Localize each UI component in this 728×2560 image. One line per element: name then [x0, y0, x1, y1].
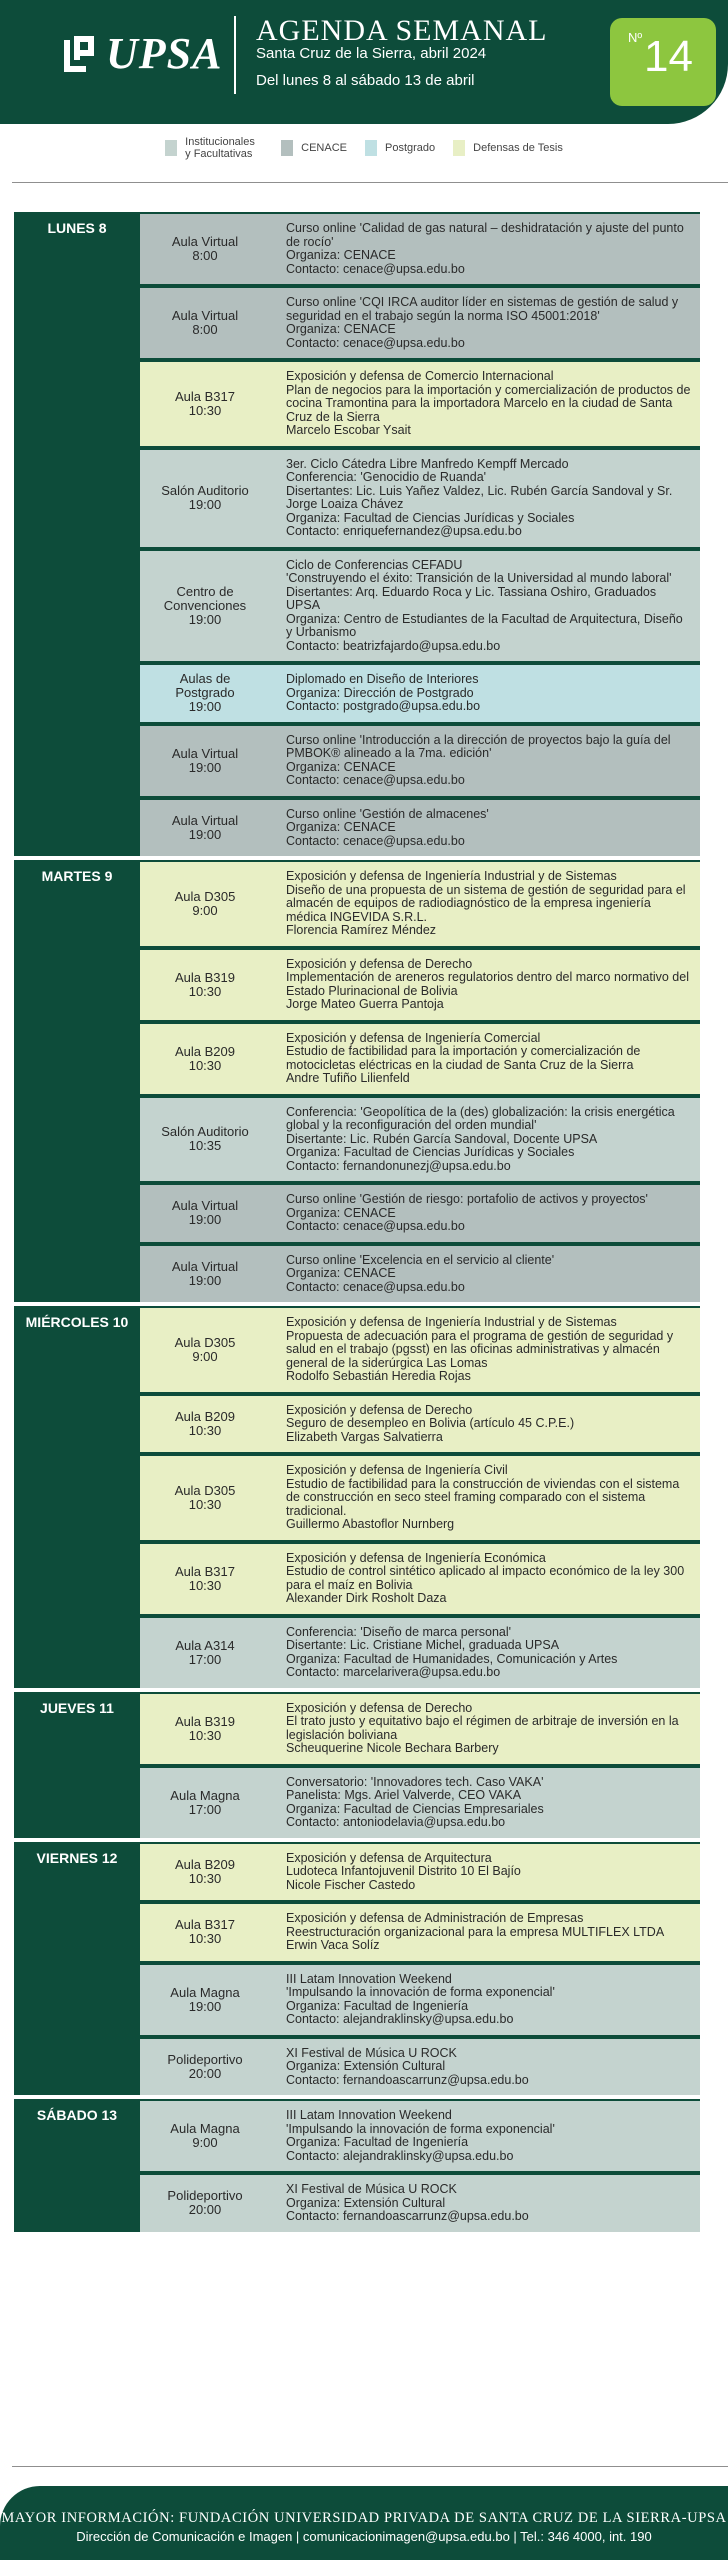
event-row	[140, 450, 700, 547]
event-row	[140, 1965, 700, 2035]
event-place-line: Aula B317	[175, 1917, 235, 1933]
event-line: Organiza: Facultad de Ciencias Jurídicas y Sociales	[286, 1145, 575, 1159]
event-place	[140, 800, 270, 857]
event-line: Contacto: alejandraklinsky@upsa.edu.bo	[286, 2148, 514, 2163]
event-row	[140, 950, 700, 1020]
event-row	[140, 1024, 700, 1094]
event-place-line: 17:00	[188, 1651, 222, 1667]
event-line: Contacto: fernandonunezj@upsa.edu.bo	[286, 1158, 511, 1173]
event-place-line: 10:30	[188, 983, 222, 999]
event-place-line: Aula Magna	[170, 2121, 240, 2136]
event-line: Disertantes: Arq. Eduardo Roca y Lic. Tassiana Oshiro, Graduados UPSA	[286, 584, 657, 612]
event-place-line: 19:00	[188, 1272, 222, 1288]
event-place	[140, 1844, 270, 1901]
event-line: 'Impulsando la innovación de forma exponencial'	[286, 1985, 555, 1999]
event-place-line: Aula Virtual	[171, 1198, 239, 1214]
legend-swatch	[365, 140, 377, 156]
event-line: Curso online 'Excelencia en el servicio al cliente'	[286, 1252, 555, 1267]
event-place-line: 19:00	[188, 611, 222, 627]
event-row	[140, 1396, 700, 1453]
event-line: Contacto: postgrado@upsa.edu.bo	[286, 699, 481, 713]
legend-label: Defensas de Tesis	[473, 142, 563, 154]
event-place-line: 10:30	[188, 1422, 222, 1438]
event-line: Contacto: beatrizfajardo@upsa.edu.bo	[286, 638, 501, 653]
event-line: 'Construyendo el éxito: Transición de la Universidad al mundo laboral'	[286, 571, 672, 585]
event-place-line: 10:30	[188, 1057, 222, 1073]
event-line: Contacto: cenace@upsa.edu.bo	[286, 773, 465, 787]
event-description	[270, 1308, 700, 1392]
event-place-line: 8:00	[192, 322, 218, 337]
header-banner	[0, 0, 728, 124]
event-line: Contacto: cenace@upsa.edu.bo	[286, 261, 465, 276]
event-place-line: 10:35	[188, 1138, 222, 1154]
event-line: Rodolfo Sebastián Heredia Rojas	[286, 1369, 471, 1383]
day-block	[14, 860, 700, 1302]
event-place-line: 9:00	[192, 2135, 218, 2150]
event-line: Estudio de factibilidad para la importación y comercialización de motocicletas eléctricas en la ciudad de Santa Cruz de la Sierra	[286, 1044, 641, 1072]
event-line: Marcelo Escobar Ysait	[286, 423, 411, 437]
event-line: Curso online 'Gestión de almacenes'	[286, 806, 489, 821]
event-description	[270, 1185, 700, 1242]
day-block	[14, 1842, 700, 2096]
event-place	[140, 1965, 270, 2035]
event-description	[270, 1965, 700, 2035]
event-place	[140, 2039, 270, 2096]
event-place-line: Aulas de	[179, 671, 231, 687]
event-description	[270, 1456, 700, 1540]
event-row	[140, 862, 700, 946]
event-place-line: 19:00	[188, 1212, 222, 1228]
event-row	[140, 2175, 700, 2232]
day-block	[14, 212, 700, 856]
event-place-line: Aula Virtual	[171, 308, 239, 323]
event-line: Erwin Vaca Solíz	[286, 1938, 380, 1952]
event-place	[140, 288, 270, 358]
event-place	[140, 1185, 270, 1242]
event-place-line: 10:30	[188, 1870, 222, 1886]
event-place	[140, 362, 270, 446]
event-description	[270, 1024, 700, 1094]
event-line: 3er. Ciclo Cátedra Libre Manfredo Kempff Mercado	[286, 456, 569, 471]
day-label: LUNES 8	[47, 220, 107, 236]
event-place-line: 19:00	[188, 759, 222, 775]
top-divider	[12, 182, 728, 183]
event-line: Curso online 'Introducción a la dirección de proyectos bajo la guía del PMBOK® alineado a la 7ma. edición'	[286, 732, 671, 760]
event-line: Diseño de una propuesta de un sistema de gestión de seguridad para el almacén de equipos de radiodiagnóstico de la empresa ingeniería médica INGEVIDA S.R.L.	[286, 882, 686, 924]
event-place-line: 8:00	[192, 248, 218, 263]
event-description	[270, 2101, 700, 2171]
event-line: Contacto: cenace@upsa.edu.bo	[286, 1219, 465, 1233]
event-place-line: Aula B319	[175, 969, 235, 985]
event-line: Conferencia: 'Genocidio de Ruanda'	[286, 470, 487, 484]
event-row	[140, 1768, 700, 1838]
event-place-line: 19:00	[188, 1998, 222, 2014]
event-description	[270, 2175, 700, 2232]
event-place	[140, 2175, 270, 2232]
event-line: Curso online 'Gestión de riesgo: portafolio de activos y proyectos'	[286, 1192, 648, 1206]
event-line: Alexander Dirk Rosholt Daza	[286, 1591, 447, 1605]
event-description	[270, 800, 700, 857]
legend-label: Postgrado	[385, 142, 436, 154]
event-line: Estudio de control sintético aplicado al impacto económico de la ley 300 para el maíz en Bolivia	[286, 1564, 685, 1592]
event-description	[270, 1904, 700, 1961]
event-place-line: Aula A314	[175, 1637, 235, 1653]
event-description	[270, 1694, 700, 1764]
event-line: Estudio de factibilidad para la construcción de viviendas con el sistema de construcción en seco steel framing comparado con el sistema tradicional.	[286, 1476, 680, 1518]
event-place-line: Aula D305	[174, 1482, 236, 1498]
day-label: VIERNES 12	[36, 1849, 118, 1866]
event-place-line: 19:00	[188, 699, 222, 715]
event-place-line: 19:00	[188, 497, 222, 512]
event-place-line: Aula B209	[175, 1043, 235, 1059]
event-line: Jorge Mateo Guerra Pantoja	[286, 997, 444, 1011]
event-line: Implementación de areneros regulatorios dentro del marco normativo del Estado Plurinacional de Bolivia	[286, 970, 689, 998]
event-line: Exposición y defensa de Ingeniería Económica	[286, 1550, 546, 1565]
event-place	[140, 551, 270, 662]
event-line: Disertante: Lic. Rubén García Sandoval, Docente UPSA	[286, 1131, 598, 1146]
event-line: Scheuquerine Nicole Bechara Barbery	[286, 1741, 499, 1755]
event-line: Curso online 'Calidad de gas natural – deshidratación y ajuste del punto de rocío'	[286, 221, 684, 249]
event-line: Disertantes: Lic. Luis Yañez Valdez, Lic. Rubén García Sandoval y Sr. Jorge Loaiza Chávez	[286, 483, 673, 511]
issue-number: 14	[644, 32, 693, 81]
page-title: AGENDA SEMANAL	[256, 14, 548, 47]
event-line: Organiza: CENACE	[286, 759, 396, 774]
event-row	[140, 1694, 700, 1764]
event-description	[270, 726, 700, 796]
event-line: Organiza: Facultad de Humanidades, Comunicación y Artes	[286, 1651, 618, 1666]
event-line: Contacto: fernandoascarrunz@upsa.edu.bo	[286, 2209, 529, 2223]
event-place	[140, 1694, 270, 1764]
event-place-line: 20:00	[188, 2065, 222, 2081]
event-line: Exposición y defensa de Derecho	[286, 956, 473, 971]
header-divider	[234, 16, 236, 94]
event-row	[140, 362, 700, 446]
event-description	[270, 2039, 700, 2096]
event-place-line: Postgrado	[175, 685, 235, 701]
event-place	[140, 862, 270, 946]
event-place-line: Aula Virtual	[171, 234, 239, 249]
day-block	[14, 1692, 700, 1838]
event-line: Ludoteca Infantojuvenil Distrito 10 El Bajío	[286, 1864, 521, 1878]
event-place-line: Aula B317	[175, 388, 235, 404]
event-line: Reestructuración organizacional para la empresa MULTIFLEX LTDA	[286, 1924, 665, 1939]
legend-label: Institucionales y Facultativas	[185, 136, 255, 160]
issue-badge	[610, 18, 716, 106]
event-line: El trato justo y equitativo bajo el régimen de arbitraje de inversión en la legislación boliviana	[286, 1714, 679, 1742]
legend-label: CENACE	[301, 142, 347, 154]
event-row	[140, 2101, 700, 2171]
event-description	[270, 214, 700, 284]
event-line: Organiza: Facultad de Ciencias Jurídicas y Sociales	[286, 510, 575, 525]
event-row	[140, 1246, 700, 1303]
event-line: Plan de negocios para la importación y comercialización de productos de cocina Tramontina para la importadora Marcelo en la ciudad de Santa Cruz de la Sierra	[286, 382, 691, 424]
event-line: Organiza: Facultad de Ingeniería	[286, 1998, 469, 2013]
event-place-line: Aula D305	[174, 888, 236, 904]
event-line: Disertante: Lic. Cristiane Michel, graduada UPSA	[286, 1638, 560, 1652]
event-description	[270, 1544, 700, 1614]
event-line: Nicole Fischer Castedo	[286, 1877, 416, 1892]
event-line: Exposición y defensa de Comercio Internacional	[286, 369, 554, 383]
event-description	[270, 1768, 700, 1838]
date-range: Del lunes 8 al sábado 13 de abril	[256, 72, 475, 89]
event-place	[140, 214, 270, 284]
event-row	[140, 665, 700, 722]
event-place-line: Aula Virtual	[171, 812, 239, 828]
event-row	[140, 1456, 700, 1540]
event-line: Exposición y defensa de Derecho	[286, 1700, 473, 1715]
event-place-line: 10:30	[188, 1496, 222, 1512]
event-place-line: 9:00	[192, 1348, 218, 1364]
event-line: Exposición y defensa de Ingeniería Comercial	[286, 1030, 541, 1045]
event-row	[140, 1618, 700, 1688]
event-description	[270, 950, 700, 1020]
event-place	[140, 950, 270, 1020]
legend-swatch	[281, 140, 293, 156]
event-place-line: Aula Magna	[170, 1787, 240, 1803]
event-line: Ciclo de Conferencias CEFADU	[286, 557, 463, 572]
event-list	[140, 212, 700, 856]
event-description	[270, 551, 700, 662]
legend-item	[281, 136, 347, 160]
event-line: Organiza: Extensión Cultural	[286, 2059, 446, 2073]
event-description	[270, 1618, 700, 1688]
event-line: Contacto: cenace@upsa.edu.bo	[286, 1279, 465, 1294]
event-place-line: 17:00	[188, 1801, 222, 1817]
event-place	[140, 1024, 270, 1094]
footer-contact: Dirección de Comunicación e Imagen | comunicacionimagen@upsa.edu.bo | Tel.: 346 4000, int. 190	[76, 2529, 652, 2544]
day-label: JUEVES 11	[40, 1699, 114, 1716]
event-place	[140, 1544, 270, 1614]
event-place-line: Salón Auditorio	[161, 483, 249, 498]
event-description	[270, 288, 700, 358]
event-line: Contacto: alejandraklinsky@upsa.edu.bo	[286, 2012, 514, 2026]
event-line: Organiza: Extensión Cultural	[286, 2195, 446, 2210]
event-place-line: Aula Virtual	[171, 745, 239, 761]
event-line: Organiza: Facultad de Ingeniería	[286, 2135, 469, 2149]
event-list	[140, 2099, 700, 2232]
event-place	[140, 1904, 270, 1961]
event-line: XI Festival de Música U ROCK	[286, 2182, 457, 2196]
event-row	[140, 214, 700, 284]
event-place	[140, 726, 270, 796]
event-place-line: 10:30	[188, 402, 222, 418]
event-line: Contacto: cenace@upsa.edu.bo	[286, 335, 465, 350]
event-place-line: Salón Auditorio	[161, 1124, 249, 1140]
event-place-line: Aula D305	[174, 1334, 236, 1350]
event-line: Conversatorio: 'Innovadores tech. Caso VAKA'	[286, 1774, 544, 1789]
event-place-line: 10:30	[188, 1577, 222, 1593]
event-line: Exposición y defensa de Administración de Empresas	[286, 1911, 584, 1925]
event-line: Contacto: antoniodelavia@upsa.edu.bo	[286, 1815, 506, 1829]
event-line: Organiza: CENACE	[286, 820, 396, 834]
event-place	[140, 665, 270, 722]
event-place	[140, 450, 270, 547]
legend-swatch	[453, 140, 465, 156]
event-line: 'Impulsando la innovación de forma exponencial'	[286, 2121, 555, 2136]
event-place-line: Aula B209	[175, 1856, 235, 1872]
event-line: Organiza: CENACE	[286, 1205, 396, 1220]
day-label: SÁBADO 13	[36, 2107, 118, 2123]
event-line: XI Festival de Música U ROCK	[286, 2045, 457, 2060]
day-block	[14, 1306, 700, 1688]
event-description	[270, 1098, 700, 1182]
legend-item	[165, 136, 263, 160]
event-place-line: Centro de	[176, 583, 234, 599]
event-list	[140, 1842, 700, 2096]
event-place	[140, 1098, 270, 1182]
event-place	[140, 1618, 270, 1688]
event-line: Contacto: enriquefernandez@upsa.edu.bo	[286, 524, 522, 538]
event-row	[140, 288, 700, 358]
event-line: Andre Tufiño Lilienfeld	[286, 1071, 410, 1085]
event-row	[140, 1098, 700, 1182]
event-line: Florencia Ramírez Méndez	[286, 923, 437, 937]
event-line: Organiza: CENACE	[286, 322, 396, 336]
event-place-line: Aula B209	[175, 1408, 235, 1424]
event-description	[270, 1844, 700, 1901]
event-place-line: Polideportivo	[167, 2188, 243, 2204]
event-description	[270, 862, 700, 946]
event-line: Contacto: fernandoascarrunz@upsa.edu.bo	[286, 2072, 529, 2087]
event-place	[140, 1308, 270, 1392]
event-list	[140, 1306, 700, 1688]
footer	[0, 2486, 728, 2560]
event-row	[140, 1185, 700, 1242]
event-place-line: Aula B319	[175, 1713, 235, 1729]
event-row	[140, 1844, 700, 1901]
event-line: Guillermo Abastoflor Nurnberg	[286, 1517, 455, 1531]
day-label: MARTES 9	[41, 868, 113, 884]
event-line: Contacto: cenace@upsa.edu.bo	[286, 833, 465, 848]
legend-swatch	[165, 140, 177, 156]
event-line: Seguro de desempleo en Bolivia (artículo 45 C.P.E.)	[286, 1416, 575, 1430]
event-place-line: 10:30	[188, 1727, 222, 1743]
bottom-divider	[12, 2466, 728, 2467]
event-place	[140, 2101, 270, 2171]
event-line: Organiza: Centro de Estudiantes de la Facultad de Arquitectura, Diseño y Urbanismo	[286, 611, 683, 639]
event-line: Diplomado en Diseño de Interiores	[286, 672, 479, 686]
event-place-line: 10:30	[188, 1931, 222, 1947]
event-description	[270, 665, 700, 722]
upsa-logo	[64, 28, 222, 79]
event-row	[140, 2039, 700, 2096]
event-line: Exposición y defensa de Ingeniería Industrial y de Sistemas	[286, 869, 617, 883]
event-line: Conferencia: 'Diseño de marca personal'	[286, 1624, 512, 1639]
event-line: Contacto: marcelarivera@upsa.edu.bo	[286, 1665, 501, 1679]
event-place	[140, 1456, 270, 1540]
footer-organization: MAYOR INFORMACIÓN: FUNDACIÓN UNIVERSIDAD PRIVADA DE SANTA CRUZ DE LA SIERRA-UPSA	[1, 2510, 727, 2526]
event-place-line: 20:00	[188, 2202, 222, 2218]
event-row	[140, 726, 700, 796]
day-label: MIÉRCOLES 10	[25, 1314, 129, 1330]
page-subtitle: Santa Cruz de la Sierra, abril 2024	[256, 45, 487, 62]
event-place-line: Aula Virtual	[171, 1258, 239, 1274]
event-line: III Latam Innovation Weekend	[286, 1971, 452, 1986]
event-line: Exposición y defensa de Ingeniería Industrial y de Sistemas	[286, 1315, 617, 1329]
event-description	[270, 450, 700, 547]
event-place-line: 19:00	[188, 826, 222, 842]
event-line: Elizabeth Vargas Salvatierra	[286, 1429, 443, 1444]
upsa-emblem-icon	[64, 36, 100, 72]
event-place	[140, 1396, 270, 1453]
legend-item	[365, 136, 435, 160]
issue-label: Nº	[628, 30, 643, 45]
event-line: Propuesta de adecuación para el programa de gestión de seguridad y salud en el trabajo (pgsst) en las oficinas administrativas y almacén general de la siderúrgica Las Lomas	[286, 1328, 674, 1370]
event-line: Organiza: CENACE	[286, 248, 396, 262]
event-line: Conferencia: 'Geopolítica de la (des) globalización: la crisis energética global y la reconfiguración del orden mundial'	[286, 1104, 675, 1132]
legend-item	[453, 136, 563, 160]
event-line: Organiza: CENACE	[286, 1266, 396, 1280]
event-place-line: Aula Magna	[170, 1984, 240, 2000]
event-line: Exposición y defensa de Ingeniería Civil	[286, 1463, 508, 1477]
event-line: Panelista: Mgs. Ariel Valverde, CEO VAKA	[286, 1788, 522, 1802]
event-description	[270, 1246, 700, 1303]
event-line: Exposición y defensa de Arquitectura	[286, 1850, 492, 1865]
event-list	[140, 860, 700, 1302]
event-place-line: Convenciones	[163, 597, 247, 613]
day-block	[14, 2099, 700, 2232]
event-row	[140, 551, 700, 662]
event-description	[270, 362, 700, 446]
event-place-line: 9:00	[192, 902, 218, 918]
legend	[0, 136, 728, 160]
schedule	[14, 212, 700, 2236]
event-line: Organiza: Dirección de Postgrado	[286, 685, 474, 700]
event-line: Exposición y defensa de Derecho	[286, 1402, 473, 1417]
event-place	[140, 1246, 270, 1303]
event-line: Curso online 'CQI IRCA auditor líder en sistemas de gestión de salud y seguridad en el trabajo según la norma ISO 45001:2018'	[286, 295, 679, 323]
event-place	[140, 1768, 270, 1838]
logo-text: UPSA	[106, 29, 223, 78]
event-place-line: Aula B317	[175, 1563, 235, 1579]
event-line: III Latam Innovation Weekend	[286, 2108, 452, 2122]
event-row	[140, 1308, 700, 1392]
event-list	[140, 1692, 700, 1838]
event-row	[140, 800, 700, 857]
event-description	[270, 1396, 700, 1453]
event-line: Organiza: Facultad de Ciencias Empresariales	[286, 1801, 544, 1816]
event-row	[140, 1904, 700, 1961]
event-place-line: Polideportivo	[167, 2051, 243, 2067]
event-row	[140, 1544, 700, 1614]
